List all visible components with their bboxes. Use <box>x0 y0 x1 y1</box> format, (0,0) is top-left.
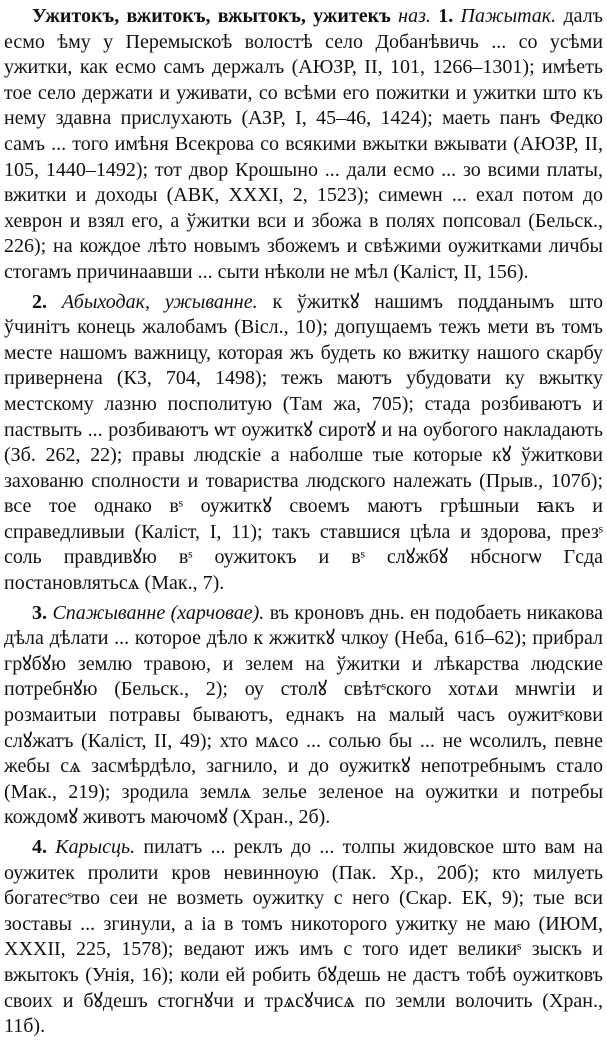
sense-gloss: Карысць. <box>55 836 136 858</box>
sense-gloss: Абыходак, ужыванне. <box>61 290 258 313</box>
sense-text: пилатъ ... реклъ до ... толпы жидовское што вам на оужитек пролити кров невинноую (Пак. Хр., 20б); кто милуеть богатесˢтво сеи не возметь оужитку с него (Скар. ЕК, 9); тые вси зоставы ... згинули, а іа в томъ никоторого ужитку не маю (ИЮМ, XXXII, 225, 1578); ведают ижъ имъ с того идет великиˢ зыскъ и вжытокъ (Унія, 16); коли ей робить бꙋдешь не дастъ тобѣ оужитковъ своих и бꙋдешъ стогнꙋчи и трѧсꙋчисѧ по земли волочить (Хран., 11б). <box>4 836 604 1038</box>
dictionary-entry-sense-2 <box>4 290 603 597</box>
sense-text: далъ есмо ѣму у Перемыскоѣ волостѣ село Добанѣвичь ... со усѣми ужитки, как есмо самъ держалъ (АЮЗР, II, 101, 1266–1301); имѣеть тое село держати и уживати, со всѣми его пожитки и ужитки што къ нему здавна прислухають (АЗР, I, 45–46, 1424); маеть панъ Федко самъ ... того имѣня Всекрова со всякими вжытки вжывати (АЮЗР, II, 105, 1440–1492); тот двор Крошыно ... дали есмо ... зо всими платы, вжитки и доходы (АВК, XXXI, 2, 1523); симеѡн ... ехал потом до хеврон и взял его, а ўжитки вси и збожа в полях попсовал (Бельск., 226); на кождое лѣто новымъ збожемъ и свѣжими оужитками личбы стогамъ причинаавши ... сыти нѣколи не мѣл (Каліст, II, 156). <box>4 5 604 283</box>
sense-text: въ кроновъ днь. ен подобаеть никакова дѣла дѣлати ... которое дѣло к жжиткꙋ члкоу (Неба, 61б–62); прибрал грꙋбꙋю землю травою, и зелем на ўжитки и лѣкарства людские потребнꙋю (Бельск., 2); оу столꙋ свѣтˢского хотѧи мнѡгіи и розмаитыи потравы бываютъ, еднакъ на малый часъ оужитˢкови слꙋжатъ (Каліст, II, 49); хто мѧсо ... солью бы ... не ѡсолилъ, певне жебы сѧ засмѣрдѣло, загнило, и до оужиткꙋ непотребнымъ стало (Мак., 219); зродила землѧ зелье зеленое на оужитки и потребы кождомꙋ животъ маючомꙋ (Хран., 2б). <box>4 601 604 829</box>
sense-text: к ўжиткꙋ нашимъ подданымъ што ўчинітъ конець жалобамъ (Вісл., 10); допущаемъ тежъ мети въ томъ месте нашомъ важницу, которая жъ будеть ко вжитку нашого скарбу привернена (КЗ, 704, 1498); тежъ маютъ убудовати ку вжытку местскому лазню посполитую (Там жа, 705); стада розбиваютъ и паствыть ... розбиваютъ ѡт оужиткꙋ сиротꙋ и на оубогого накладають (Зб. 262, 22); правы людскіе а наболше тые которые кꙋ ўжиткови захованю сполности и товариства людского належать (Прыв., 107б); все тое однако вˢ оужиткꙋ своемъ маютъ грѣшныи ꙗкъ и справедливыи (Каліст, I, 11); такъ ставшися цѣла и здорова, презˢ соль правдивꙋю вˢ оужитокъ и вˢ слꙋжбꙋ нбсногѡ Гсда постановлятьсѧ (Мак., 7). <box>4 290 603 595</box>
sense-number: 1. <box>438 5 454 27</box>
dictionary-entry-sense-4 <box>4 835 603 1040</box>
dictionary-entry-sense-3 <box>4 601 603 831</box>
sense-number: 4. <box>32 836 47 858</box>
entry-headword: Ужитокъ, вжитокъ, вжытокъ, ужитекъ <box>32 5 391 27</box>
sense-gloss: Спажыванне (харчовае). <box>52 601 265 624</box>
sense-number: 3. <box>32 601 47 624</box>
part-of-speech: наз. <box>398 5 431 27</box>
dictionary-entry-sense-1 <box>4 4 603 286</box>
sense-gloss: Пажытак. <box>460 5 557 27</box>
sense-number: 2. <box>32 290 47 313</box>
